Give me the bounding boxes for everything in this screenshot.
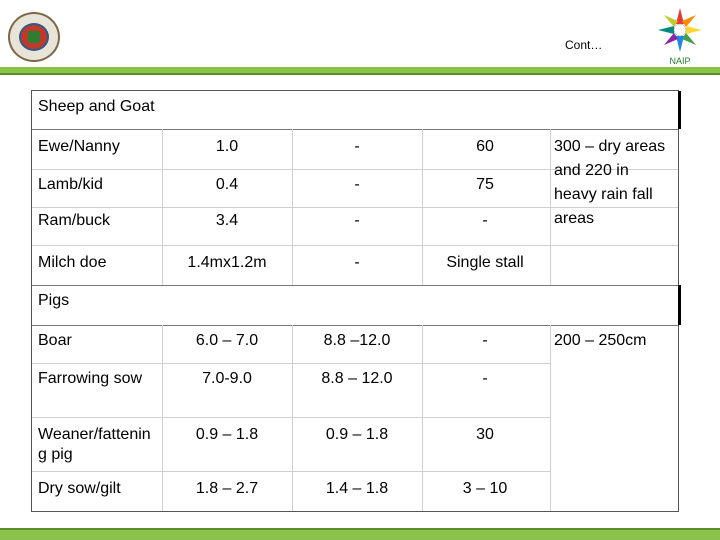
table-cell: - [482,332,488,349]
divider [32,245,678,246]
section-header-shadow [678,285,681,325]
table-cell: - [354,254,360,271]
table-cell: 8.8 –12.0 [323,332,391,349]
row-label: Lamb/kid [38,176,103,193]
divider [32,417,550,418]
table-cell: 1.8 – 2.7 [195,480,259,497]
row-label: Dry sow/gilt [38,480,121,497]
section-title: Pigs [38,292,70,309]
column-divider [162,325,163,511]
top-accent-line [0,73,720,75]
naip-logo [650,6,710,68]
row-label: Boar [38,332,72,349]
row-label: Ram/buck [38,212,111,229]
table-cell: - [354,176,360,193]
column-divider [550,325,551,511]
section-note: 300 – dry areas and 220 in heavy rain fall areas [554,138,666,227]
section-header-shadow [678,91,681,129]
row-label: Ewe/Nanny [38,138,120,155]
row-label: Weaner/fattening pig [38,426,151,463]
space-requirements-table [31,90,679,512]
divider [32,285,678,286]
bottom-accent-bar [0,530,720,540]
row-label: Milch doe [38,254,107,271]
continuation-label: Cont… [565,38,603,52]
column-divider [292,129,293,285]
column-divider [422,325,423,511]
table-cell: 1.4mx1.2m [187,254,267,271]
column-divider [550,129,551,285]
table-cell: 0.9 – 1.8 [195,426,259,443]
table-cell: 75 [476,176,494,193]
table-cell: 6.0 – 7.0 [195,332,259,349]
table-cell: 60 [476,138,494,155]
table-cell: 30 [476,426,494,443]
section-title: Sheep and Goat [38,98,155,115]
column-divider [162,129,163,285]
table-cell: 8.8 – 12.0 [321,370,393,387]
table-cell: - [482,370,488,387]
table-cell: 1.0 [215,138,239,155]
table-cell: 3.4 [215,212,239,229]
column-divider [292,325,293,511]
table-cell: - [482,212,488,229]
section-note: 200 – 250cm [554,332,647,349]
table-cell: 0.9 – 1.8 [325,426,389,443]
row-label: Farrowing sow [38,370,143,387]
table-cell: 1.4 – 1.8 [325,480,389,497]
table-cell: - [354,138,360,155]
table-cell: - [354,212,360,229]
table-cell: 3 – 10 [462,480,508,497]
divider [32,325,678,326]
column-divider [422,129,423,285]
svg-text:NAIP: NAIP [669,56,691,66]
divider [32,129,678,130]
table-cell: Single stall [446,254,524,271]
divider [32,471,550,472]
divider [32,363,550,364]
table-cell: 7.0-9.0 [202,370,252,387]
institution-emblem-logo [8,12,60,62]
table-cell: 0.4 [215,176,239,193]
